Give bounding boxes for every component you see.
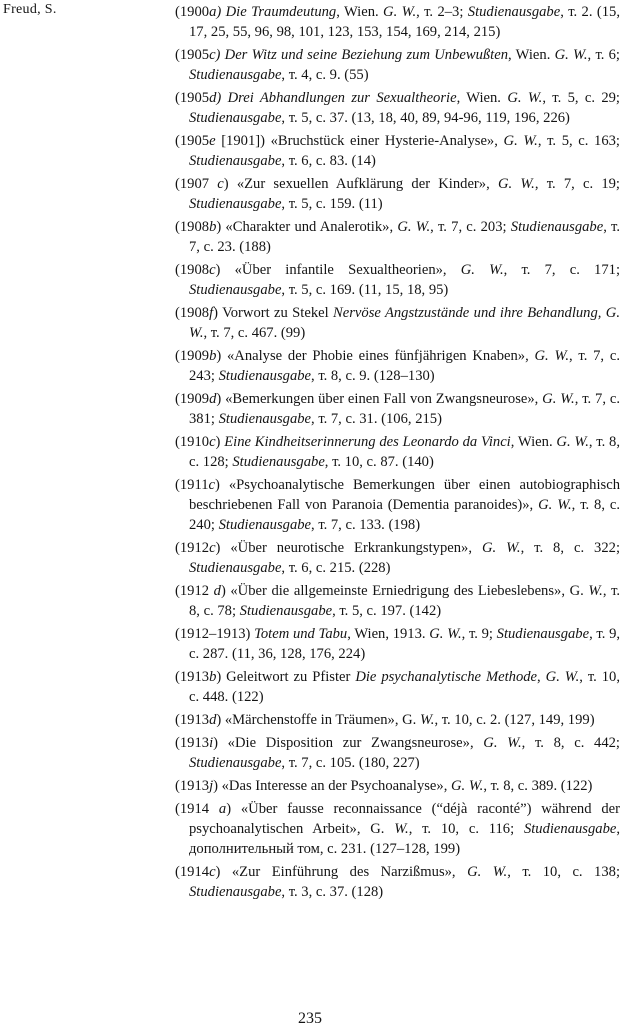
entry-text-segment: (1913 <box>175 778 210 794</box>
entry-text-segment: (1913 <box>175 669 210 685</box>
entry-text-segment: [1901]) «Bruchstück einer Hysterie-Analyse», <box>215 133 504 149</box>
entry-text-segment: , т. 8, с. 78; <box>189 583 620 619</box>
entry-text-segment: G. W. <box>554 47 588 63</box>
bibliography-entry <box>175 667 620 707</box>
bibliography-entry <box>175 624 620 664</box>
entry-text-segment: ) «Charakter und Analerotik», <box>216 219 398 235</box>
entry-text-segment: d <box>209 391 217 407</box>
entry-text-segment: , т. 9; <box>461 626 497 642</box>
entry-text-segment: ) Vorwort zu Stekel <box>213 305 334 321</box>
entry-text-segment: Studienausgabe <box>239 603 333 619</box>
entry-text-segment: (1910 <box>175 434 210 450</box>
entry-text-segment: (1912 <box>175 540 210 556</box>
page-number: 235 <box>298 1010 322 1027</box>
entry-text-segment: , Wien. <box>456 90 508 106</box>
bibliography-entry <box>175 432 620 472</box>
entry-text-segment: W. <box>394 821 409 837</box>
bibliography-entry <box>175 217 620 257</box>
entry-text-segment: G. W. <box>542 391 575 407</box>
entry-text-segment: Eine Kindheitserinnerung des Leonardo da Vinci <box>224 434 511 450</box>
entry-text-segment: , т. 7, с. 467. (99) <box>203 325 306 341</box>
entry-text-segment: j <box>209 778 214 794</box>
entry-text-segment: b <box>209 348 217 364</box>
entry-text-segment: , т. 7, с. 171; <box>503 262 620 278</box>
entry-text-segment: , т. 5, с. 169. (11, 15, 18, 95) <box>281 282 449 298</box>
entry-text-segment: , т. 7, с. 243; <box>189 348 620 384</box>
entry-text-segment: Studienausgabe <box>523 821 617 837</box>
entry-text-segment: (1907 <box>175 176 218 192</box>
bibliography-entry <box>175 475 620 535</box>
entry-text-segment: (1908 <box>175 219 210 235</box>
entry-text-segment: ) «Bemerkungen über einen Fall von Zwangsneurose», <box>216 391 543 407</box>
bibliography-entry <box>175 862 620 902</box>
entry-text-segment: Studienausgabe <box>496 626 590 642</box>
entry-text-segment: (1913 <box>175 735 210 751</box>
entry-text-segment: Die psychanalytische Methode <box>355 669 538 685</box>
entry-text-segment: G. W. <box>545 669 580 685</box>
entry-text-segment: c <box>209 262 216 278</box>
entry-text-segment: e <box>209 133 216 149</box>
entry-text-segment: (1908 <box>175 305 210 321</box>
entry-text-segment: , Wien. <box>336 4 384 20</box>
entry-text-segment: , т. 8, с. 240; <box>189 497 620 533</box>
entry-text-segment: ) «Über infantile Sexualtheorien», <box>215 262 461 278</box>
entry-text-segment: c) Der Witz und seine Beziehung zum Unbewußten <box>209 47 509 63</box>
entry-text-segment: , т. 2–3; <box>416 4 468 20</box>
entry-text-segment: W. <box>588 583 603 599</box>
entry-text-segment: , <box>537 669 546 685</box>
entry-text-segment: G. W. <box>467 864 508 880</box>
bibliography-entry <box>175 2 620 42</box>
entry-text-segment: Studienausgabe <box>189 196 282 212</box>
entry-text-segment: b <box>209 669 217 685</box>
entry-text-segment: Studienausgabe <box>510 219 604 235</box>
entry-text-segment: , т. 5, с. 159. (11) <box>281 196 383 212</box>
entry-text-segment: Studienausgabe <box>189 884 282 900</box>
entry-text-segment: , т. 5, с. 197. (142) <box>332 603 442 619</box>
entry-text-segment: , т. 5, с. 163; <box>537 133 620 149</box>
entry-text-segment: ) «Zur sexuellen Aufklärung der Kinder», <box>223 176 498 192</box>
entry-text-segment: (1900 <box>175 4 210 20</box>
entry-text-segment: , т. 8, с. 442; <box>521 735 620 751</box>
entry-text-segment: c <box>208 477 215 493</box>
entry-text-segment: G. W. <box>503 133 538 149</box>
entry-text-segment: G. W. <box>383 4 417 20</box>
bibliography-entries <box>175 2 620 905</box>
entry-text-segment: , т. 10, с. 2. (127, 149, 199) <box>434 712 595 728</box>
entry-text-segment: Studienausgabe <box>189 153 282 169</box>
entry-text-segment: , т. 7, с. 105. (180, 227) <box>281 755 420 771</box>
entry-text-segment: , т. 10, с. 87. (140) <box>324 454 434 470</box>
author-heading: Freud, S. <box>3 2 57 17</box>
entry-text-segment: Studienausgabe <box>189 282 282 298</box>
entry-text-segment: , т. 10, с. 448. (122) <box>189 669 620 705</box>
entry-text-segment: Studienausgabe <box>189 560 282 576</box>
entry-text-segment: G. W. <box>483 735 522 751</box>
entry-text-segment: (1913 <box>175 712 210 728</box>
entry-text-segment: (1905 <box>175 47 210 63</box>
entry-text-segment: Studienausgabe <box>189 110 282 126</box>
entry-text-segment: G. W. <box>460 262 504 278</box>
entry-text-segment: (1905 <box>175 90 210 106</box>
entry-text-segment: Nervöse Angstzustände und ihre Behandlung, G. W. <box>189 305 620 341</box>
entry-text-segment: , Wien, 1913. <box>347 626 430 642</box>
entry-text-segment: , т. 7, с. 133. (198) <box>311 517 421 533</box>
entry-text-segment: i <box>209 735 214 751</box>
entry-text-segment: , т. 8, с. 9. (128–130) <box>311 368 435 384</box>
entry-text-segment: (1912–1913) <box>175 626 255 642</box>
entry-text-segment: G. W. <box>507 90 543 106</box>
entry-text-segment: ) «Über neurotische Erkrankungstypen», <box>215 540 482 556</box>
entry-text-segment: ) «Über fausse reconnaissance (“déjà raconté”) während der psychoanalytischen Arbeit», G. <box>189 801 620 837</box>
entry-text-segment: ) «Zur Einführung des Narzißmus», <box>215 864 468 880</box>
entry-text-segment: , т. 5, с. 37. (13, 18, 40, 89, 94-96, 119, 196, 226) <box>281 110 570 126</box>
entry-text-segment: , т. 7, с. 203; <box>430 219 511 235</box>
bibliography-entry <box>175 131 620 171</box>
bibliography-entry <box>175 710 620 730</box>
entry-text-segment: , т. 6, с. 83. (14) <box>281 153 376 169</box>
entry-text-segment: , т. 7, с. 381; <box>189 391 620 427</box>
entry-text-segment: ) «Psychoanalytische Bemerkungen über einen autobiographisch beschriebenen Fall von Paranoia (Dementia paranoides)», <box>189 477 620 513</box>
entry-text-segment: c <box>217 176 224 192</box>
entry-text-segment: (1905 <box>175 133 210 149</box>
entry-text-segment: , т. 8, с. 389. (122) <box>483 778 593 794</box>
entry-text-segment: , т. 10, с. 116; <box>408 821 524 837</box>
entry-text-segment: G. W. <box>534 348 569 364</box>
bibliography-entry <box>175 346 620 386</box>
entry-text-segment: (1912 <box>175 583 214 599</box>
entry-text-segment: Studienausgabe <box>232 454 325 470</box>
bibliography-entry <box>175 174 620 214</box>
entry-text-segment: (1909 <box>175 391 210 407</box>
bibliography-entry <box>175 389 620 429</box>
entry-text-segment: c <box>209 864 216 880</box>
entry-text-segment: , т. 9, с. 287. (11, 36, 128, 176, 224) <box>189 626 620 662</box>
entry-text-segment: G. W. <box>451 778 484 794</box>
entry-text-segment: G. W. <box>538 497 572 513</box>
entry-text-segment: , т. 4, с. 9. (55) <box>281 67 369 83</box>
entry-text-segment: G. W. <box>556 434 589 450</box>
bibliography-entry <box>175 733 620 773</box>
entry-text-segment: , дополнительный том, с. 231. (127–128, 199) <box>189 821 620 857</box>
entry-text-segment: (1911 <box>175 477 209 493</box>
bibliography-entry <box>175 45 620 85</box>
entry-text-segment: Totem und Tabu <box>254 626 348 642</box>
entry-text-segment: ) Geleitwort zu Pfister <box>216 669 356 685</box>
entry-text-segment: , Wien. <box>510 434 557 450</box>
entry-text-segment: f <box>209 305 214 321</box>
entry-text-segment: G. W. <box>497 176 535 192</box>
bibliography-entry <box>175 799 620 859</box>
entry-text-segment: G. W. <box>397 219 431 235</box>
entry-text-segment: Studienausgabe <box>218 517 312 533</box>
bibliography-entry <box>175 88 620 128</box>
entry-text-segment: , т. 2. (15, 17, 25, 55, 96, 98, 101, 123, 153, 154, 169, 214, 215) <box>189 4 620 40</box>
entry-text-segment: (1908 <box>175 262 210 278</box>
entry-text-segment: (1909 <box>175 348 210 364</box>
entry-text-segment: d <box>209 712 217 728</box>
entry-text-segment: , т. 3, с. 37. (128) <box>281 884 384 900</box>
entry-text-segment: (1914 <box>175 801 219 817</box>
entry-text-segment: c <box>209 434 216 450</box>
bibliography-entry <box>175 538 620 578</box>
entry-text-segment: Studienausgabe <box>189 755 282 771</box>
entry-text-segment: d) Drei Abhandlungen zur Sexualtheorie <box>209 90 457 106</box>
entry-text-segment: Studienausgabe <box>467 4 561 20</box>
entry-text-segment: b <box>209 219 217 235</box>
entry-text-segment: Studienausgabe <box>218 411 312 427</box>
entry-text-segment: ) «Märchenstoffe in Träumen», G. <box>216 712 420 728</box>
entry-text-segment: , т. 7, с. 23. (188) <box>189 219 620 255</box>
entry-text-segment: , т. 10, с. 138; <box>507 864 620 880</box>
entry-text-segment: ) «Über die allgemeinste Erniedrigung des Liebeslebens», G. <box>220 583 589 599</box>
entry-text-segment: a <box>218 801 227 817</box>
entry-text-segment: Studienausgabe <box>218 368 312 384</box>
entry-text-segment: d <box>213 583 221 599</box>
bibliography-entry <box>175 260 620 300</box>
entry-text-segment: Studienausgabe <box>189 67 282 83</box>
bibliography-entry <box>175 581 620 621</box>
entry-text-segment: , т. 6, с. 215. (228) <box>281 560 391 576</box>
entry-text-segment: c <box>209 540 216 556</box>
entry-text-segment: W. <box>419 712 435 728</box>
entry-text-segment: , т. 8, с. 128; <box>189 434 620 470</box>
entry-text-segment: , т. 8, с. 322; <box>520 540 620 556</box>
bibliography-entry <box>175 303 620 343</box>
entry-text-segment: , т. 7, с. 31. (106, 215) <box>311 411 442 427</box>
bibliography-entry <box>175 776 620 796</box>
entry-text-segment: (1914 <box>175 864 210 880</box>
entry-text-segment: G. W. <box>429 626 462 642</box>
entry-text-segment: , т. 7, с. 19; <box>534 176 620 192</box>
entry-text-segment: , Wien. <box>508 47 555 63</box>
entry-text-segment: ) «Die Disposition zur Zwangsneurose», <box>213 735 484 751</box>
entry-text-segment: , т. 6; <box>587 47 620 63</box>
entry-text-segment: , т. 5, с. 29; <box>542 90 620 106</box>
entry-text-segment: G. W. <box>481 540 521 556</box>
entry-text-segment: ) «Analyse der Phobie eines fünfjährigen Knaben», <box>216 348 535 364</box>
entry-text-segment: ) «Das Interesse an der Psychoanalyse», <box>213 778 452 794</box>
entry-text-segment: a) Die Traumdeutung <box>209 4 337 20</box>
entry-text-segment: ) <box>215 434 225 450</box>
